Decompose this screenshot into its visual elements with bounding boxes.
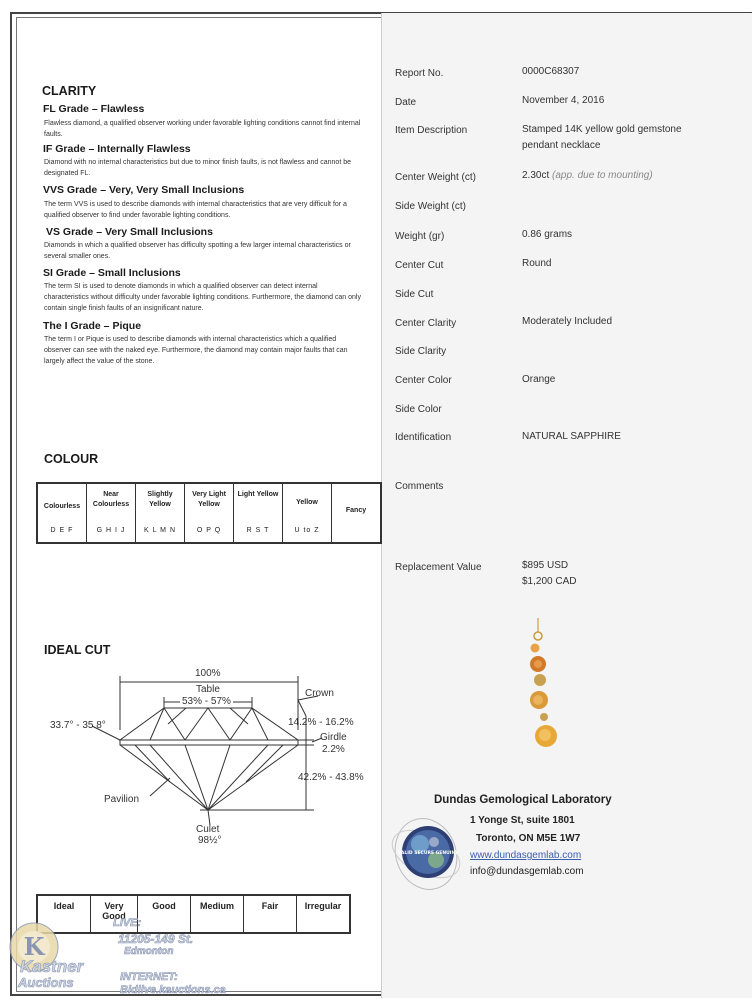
pavilion-depth-label: 42.2% - 43.8%: [298, 772, 364, 783]
hologram-text: VALID SECURE GENUINE: [397, 851, 459, 856]
diamond-proportion-diagram: [40, 660, 370, 855]
pavilion-label: Pavilion: [104, 794, 140, 805]
clarity-grade-text: The term SI is used to denote diamonds in which a qualified observer can detect internal characteristics without difficulty under favorable lighting conditions. Furthermore, the diamond can only contain single finish faults of an insignificant nature.: [44, 283, 361, 312]
lab-address-line2: Toronto, ON M5E 1W7: [476, 833, 581, 844]
colour-cell: [234, 483, 283, 543]
clarity-grade-title: VVS Grade – Very, Very Small Inclusions: [43, 184, 245, 196]
replacement-value-usd: $895 USD: [522, 560, 569, 571]
report-number-label: Report No.: [395, 68, 444, 79]
side-cut-label: Side Cut: [395, 289, 434, 300]
hologram-seal-icon: [388, 810, 466, 894]
culet-label: Culet: [196, 824, 220, 835]
cut-grade-cell: Fair: [244, 895, 297, 933]
clarity-grade-text: Diamond with no internal characteristics but due to minor finish faults, is not flawless and cannot be designated FL.: [44, 159, 351, 177]
logo-letter: K: [23, 932, 45, 961]
weight-grams-label: Weight (gr): [395, 231, 445, 242]
watermark-live-address: 11205-149 St.: [118, 932, 194, 946]
colour-cell: [136, 483, 185, 543]
colour-cell: [87, 483, 136, 543]
colour-code: R S T: [246, 527, 270, 534]
colour-label: Fancy: [345, 507, 367, 514]
comments-label: Comments: [395, 481, 444, 492]
center-weight-note: (app. due to mounting): [552, 170, 653, 181]
colour-label: Near Colourless: [92, 491, 130, 508]
colour-cell: [37, 483, 87, 543]
watermark-brand-bottom: Auctions: [18, 975, 74, 990]
clarity-grade-text: Flawless diamond, a qualified observer working under favorable lighting conditions cannot find internal faults.: [44, 120, 361, 138]
colour-cell: [185, 483, 234, 543]
watermark-brand-top: Kastner: [20, 957, 84, 976]
clarity-grade-text: Diamonds in which a qualified observer has difficulty spotting a few larger internal characteristics or several smaller ones.: [44, 242, 351, 260]
lab-website-link[interactable]: www.dundasgemlab.com: [470, 850, 582, 861]
lab-address-line1: 1 Yonge St, suite 1801: [470, 815, 575, 826]
center-cut-value: Round: [522, 258, 552, 269]
side-color-label: Side Color: [395, 404, 442, 415]
center-clarity-label: Center Clarity: [395, 318, 457, 329]
cut-grade-cell: Medium: [191, 895, 244, 933]
girdle-label: Girdle: [320, 732, 347, 743]
side-weight-label: Side Weight (ct): [395, 201, 466, 212]
center-weight-number: 2.30ct: [522, 170, 550, 181]
colour-cell: [283, 483, 332, 543]
pendant-photo: [505, 618, 565, 758]
clarity-grade-title: VS Grade – Very Small Inclusions: [46, 226, 213, 238]
cut-grade-cell: Ideal: [37, 895, 91, 933]
colour-label: Light Yellow: [237, 491, 279, 498]
colour-code: D E F: [50, 527, 74, 534]
clarity-grade-title: IF Grade – Internally Flawless: [43, 143, 191, 155]
colour-heading: COLOUR: [44, 452, 99, 466]
colour-label: Colourless: [43, 503, 81, 510]
report-number-value: 0000C68307: [522, 66, 580, 77]
watermark-live-label: LIVE:: [113, 917, 142, 929]
center-clarity-value: Moderately Included: [522, 316, 613, 327]
clarity-grade-text: The term VVS is used to describe diamonds with internal characteristics that are very difficult for a qualified observer to find under favorable lighting conditions.: [44, 201, 347, 219]
center-weight-label: Center Weight (ct): [395, 172, 476, 183]
clarity-grade-title: FL Grade – Flawless: [43, 103, 145, 115]
identification-value: NATURAL SAPPHIRE: [522, 431, 621, 442]
table-range-label: 53% - 57%: [182, 696, 231, 707]
clarity-grade-title: The I Grade – Pique: [43, 320, 142, 332]
colour-label: Slightly Yellow: [147, 491, 173, 508]
clarity-grade-title: SI Grade – Small Inclusions: [43, 267, 181, 279]
colour-label: Yellow: [296, 499, 318, 506]
clarity-heading: CLARITY: [42, 84, 97, 98]
identification-label: Identification: [395, 432, 452, 443]
colour-label: Very Light Yellow: [192, 491, 226, 508]
replacement-value-cad: $1,200 CAD: [522, 576, 577, 587]
colour-code: U to Z: [294, 527, 320, 534]
colour-code: K L M N: [143, 527, 177, 534]
item-description-value: Stamped 14K yellow gold gemstone pendant necklace: [522, 124, 682, 151]
watermark-live-city: Edmonton: [124, 946, 174, 957]
weight-grams-value: 0.86 grams: [522, 229, 573, 240]
colour-code: O P Q: [196, 527, 222, 534]
culet-value-label: 98½°: [198, 835, 222, 846]
total-width-label: 100%: [195, 668, 221, 679]
ideal-cut-heading: IDEAL CUT: [44, 643, 111, 657]
crown-angle-label: 33.7° - 35.8°: [50, 720, 106, 731]
lab-email: info@dundasgemlab.com: [470, 866, 584, 877]
cut-grade-cell: Irregular: [297, 895, 351, 933]
colour-code: G H I J: [96, 527, 126, 534]
colour-cell: [332, 483, 382, 543]
auction-watermark: [8, 915, 258, 1000]
center-weight-value: [522, 168, 653, 184]
lab-name: Dundas Gemological Laboratory: [434, 794, 612, 806]
colour-scale-table: [36, 482, 382, 544]
item-description-label: Item Description: [395, 125, 468, 136]
date-value: November 4, 2016: [522, 95, 605, 106]
girdle-value-label: 2.2%: [322, 744, 345, 755]
cut-grade-cell: Good: [138, 895, 191, 933]
center-color-label: Center Color: [395, 375, 452, 386]
watermark-internet-url: Bidlive.kauctions.ca: [120, 984, 226, 996]
table-label: Table: [196, 684, 220, 695]
center-cut-label: Center Cut: [395, 260, 444, 271]
replacement-value-label: Replacement Value: [395, 562, 482, 573]
crown-height-label: 14.2% - 16.2%: [288, 717, 354, 728]
watermark-internet-label: INTERNET:: [120, 971, 178, 983]
cut-grade-cell: Very Good: [91, 895, 138, 933]
side-clarity-label: Side Clarity: [395, 346, 447, 357]
center-color-value: Orange: [522, 374, 556, 385]
crown-label: Crown: [305, 688, 334, 699]
clarity-grade-text: The term I or Pique is used to describe diamonds with internal characteristics which a qualified observer can see with the naked eye. Furthermore, the diamond may contain major faults that can largely affect the value of the stone.: [44, 336, 348, 365]
date-label: Date: [395, 97, 417, 108]
